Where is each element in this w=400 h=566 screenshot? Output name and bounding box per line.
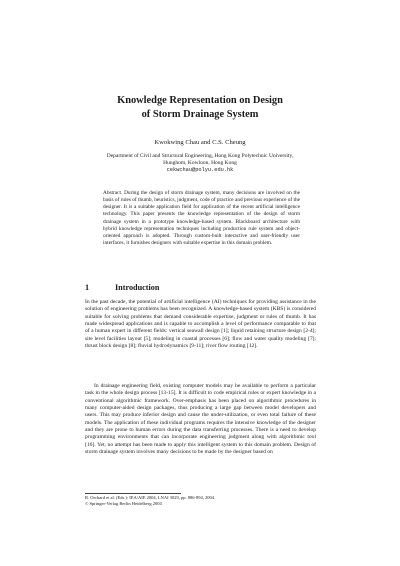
section-heading [85,283,159,293]
body-paragraph-1: In the past decade, the potential of artificial intelligence (AI) techniques for providing assistance in the solution of engineering problems has been recognized. A knowledge-based system (KBS) is considered suitable for solving problems that demand considerable expertise, judgment or rules of thumb. It has made widespread applications and is capable to accomplish a level of performance comparable to that of a human expert in different fields: vertical seawall design [1]; liquid retaining structure design [2-4]; site level facilities layout [5]; modeling in coastal processes [6]; flow and water quality modeling [7]; thrust block design [8]; fluvial hydrodynamics [9-11]; river flow routing [12]. [85,299,316,350]
section-number: 1 [85,283,90,292]
author-list: Kwokwing Chau and C.S. Cheung [154,139,246,146]
section-title: Introduction [115,283,160,292]
title-line-1: Knowledge Representation on Design [117,95,283,106]
author-email: cekwchau@polyu.edu.hk [166,167,234,174]
affiliation [60,153,340,174]
footnote-copyright: © Springer-Verlag Berlin Heidelberg 2004 [85,501,162,506]
abstract-text: During the design of storm drainage system, many decisions are involved on the basis of rules of thumb, heuristics, judgment, code of practice and previous experience of the designer. It is a suitable application field for application of the recent artificial intelligence technology. This paper presents the knowledge representation of the design of storm drainage system in a prototype knowledge-based system. Blackboard architecture with hybrid knowledge representation techniques including production rule system and object-oriented approach is adopted. Through custom-built interactive and user-friendly user interfaces, it furnishes designers with suitable expertise in this domain problem. [103,190,301,247]
body-paragraph-2: In drainage engineering field, existing computer models may be available to perform a particular task in the whole design process [13-15]. It is difficult to code empirical rules or expert knowledge in a conventional algorithmic framework. Over-emphasis has been placed on algorithmic procedures in many computer-aided design packages, thus producing a large gap between model developers and users. This may produce inferior design and cause the under-utilization, or even total failure of these models. The application of these individual programs requires the intensive knowledge of the designer and they are prone to human errors during the data transferring processes. There is a need to develop programming environments that can incorporate engineering judgment along with algorithmic tool [16]. Yet, no attempt has been made to apply this intelligent system to this domain problem. Design of storm drainage system involves many decisions to be made by the designer based on [85,383,316,456]
footnote-citation: R. Orchard et al. (Eds.): IEA/AIE 2004, LNAI 3029, pp. 886-894, 2004. [85,495,216,500]
abstract-label: Abstract. [103,190,123,196]
title-line-2: of Storm Drainage System [141,109,259,120]
abstract [103,190,300,247]
footnote-rule [85,493,181,494]
affiliation-line-2: Hunghom, Kowloon, Hong Kong [163,160,237,167]
paper-title [0,94,400,122]
affiliation-line-1: Department of Civil and Structural Engineering, Hong Kong Polytechnic University, [106,153,294,159]
